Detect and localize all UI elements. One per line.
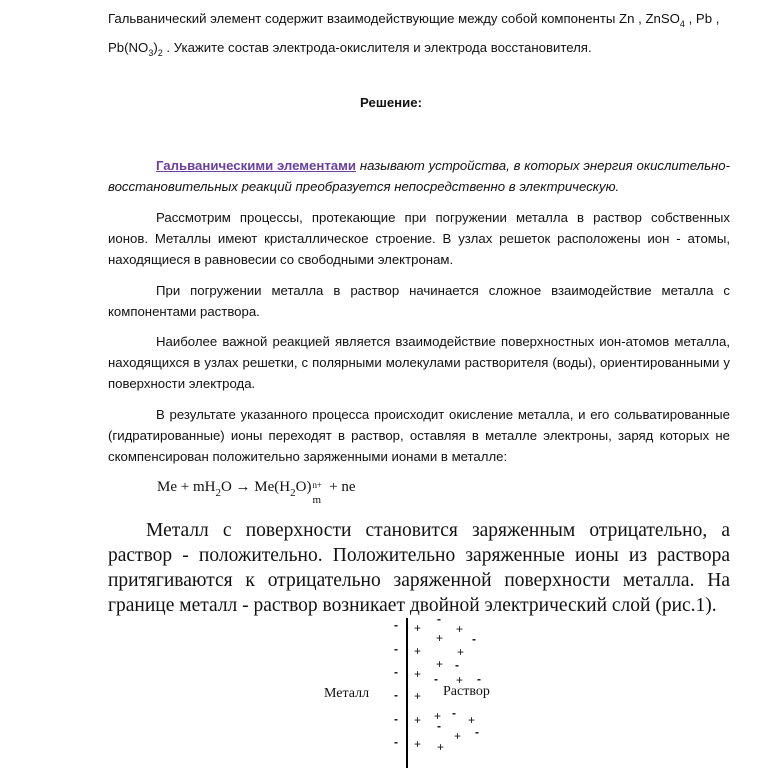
solution-label: Раствор	[443, 684, 490, 699]
minus-sign: -	[394, 618, 398, 632]
formula-subscript: 2	[215, 487, 221, 499]
plus-sign: +	[457, 645, 465, 659]
subscript: 2	[157, 48, 163, 58]
minus-sign: -	[455, 658, 459, 672]
formula-middle: O → Me(H	[220, 479, 291, 495]
paragraph-1: Рассмотрим процессы, протекающие при погружении металла в раствор собственных ионов. Металлы имеют кристаллическое строение. В узлах решеток расположены ион - атомы, находящиеся в равновесии со свободными электронам.	[108, 210, 730, 267]
minus-sign: -	[394, 688, 398, 702]
minus-sign: -	[437, 719, 441, 733]
plus-sign: +	[414, 667, 422, 681]
plus-sign: +	[436, 657, 444, 671]
paragraph-3: Наиболее важной реакцией является взаимодействие поверхностных ион-атомов металла, находящихся в узлах решетки, с полярными молекулами растворителя (воды), ориентированными у поверхности электрода.	[108, 334, 730, 391]
electrode-surface-line	[406, 618, 408, 768]
formula-left: Me + mH	[157, 479, 216, 495]
problem-line2-a: Pb(NO	[108, 40, 149, 55]
formula-subscript-m: m	[312, 494, 322, 506]
problem-line2-b: )	[153, 40, 158, 55]
minus-sign: -	[477, 672, 481, 686]
paragraph-4: В результате указанного процесса происходит окисление металла, и его сольватированные (гидратированные) ионы переходят в раствор, оставляя в металле электроны, заряд которых не скомпенсирован положительно заряженными ионами в металле:	[108, 407, 730, 464]
minus-sign: -	[475, 725, 479, 739]
plus-sign: +	[454, 729, 462, 743]
plus-sign: +	[414, 737, 422, 751]
plus-sign: +	[434, 709, 442, 723]
galvanic-elements-link[interactable]: Гальваническими элементами	[156, 158, 357, 173]
plus-sign: +	[468, 713, 476, 727]
minus-sign: -	[394, 665, 398, 679]
minus-sign: -	[394, 735, 398, 749]
problem-line1-end: , Pb ,	[684, 11, 720, 26]
plus-sign: +	[414, 644, 422, 658]
plus-sign: +	[456, 622, 464, 636]
minus-sign: -	[394, 712, 398, 726]
paragraph-2: При погружении металла в раствор начинается сложное взаимодействие металла с компонентами раствора.	[108, 283, 730, 319]
minus-sign: -	[452, 706, 456, 720]
formula-superscript: n+	[312, 480, 323, 490]
solution-heading: Решение:	[360, 95, 422, 110]
plus-sign: +	[414, 621, 422, 635]
minus-sign: -	[434, 672, 438, 686]
subscript: 3	[148, 48, 154, 58]
problem-line2-c: . Укажите состав электрода-окислителя и электрода восстановителя.	[162, 40, 592, 55]
plus-sign: +	[437, 740, 445, 754]
formula-right: O)	[295, 479, 312, 495]
metal-label: Металл	[324, 686, 370, 701]
plus-sign: +	[456, 673, 464, 687]
minus-sign: -	[394, 642, 398, 656]
definition-text: называют устройства, в которых энергия окислительно-восстановительных реакций преобразуется непосредственно в электрическую.	[108, 158, 731, 194]
plus-sign: +	[414, 689, 422, 703]
problem-line1: Гальванический элемент содержит взаимодействующие между собой компоненты Zn , ZnSO	[108, 11, 680, 26]
plus-sign: +	[436, 631, 444, 645]
minus-sign: -	[472, 632, 476, 646]
minus-sign: -	[437, 612, 441, 626]
formula-subscript: 2	[290, 487, 296, 499]
formula-tail: + ne	[325, 479, 356, 495]
large-paragraph: Металл с поверхности становится заряженным отрицательно, а раствор - положительно. Положительно заряженные ионы из раствора притягиваются к отрицательно заряженной поверхности металла. На границе металл - раствор возникает двойной электрический слой (рис.1).	[108, 520, 730, 616]
subscript: 4	[679, 19, 685, 29]
plus-sign: +	[414, 713, 422, 727]
